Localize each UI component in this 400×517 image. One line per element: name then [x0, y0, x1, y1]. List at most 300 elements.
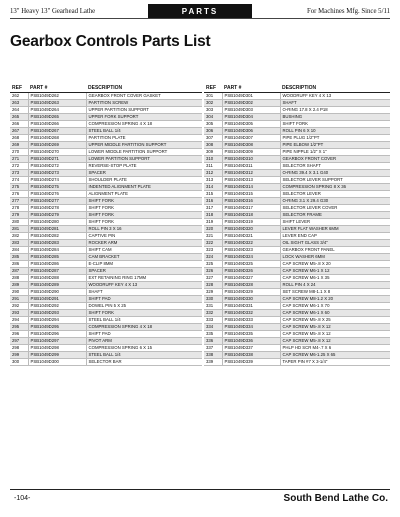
description-cell: SELECTOR LEVER SUPPORT — [280, 177, 390, 184]
description-cell: E-CLIP 8MM — [86, 261, 202, 268]
description-cell: ROLL PIN 4 X 24 — [280, 282, 390, 289]
table-row — [204, 170, 390, 177]
description-cell: ROLL PIN 3 X 16 — [86, 226, 202, 233]
parts-table-right — [204, 84, 390, 366]
part-number-cell: PSB1049D275 — [28, 184, 86, 191]
description-cell: SELECTOR SHAFT — [280, 163, 390, 170]
description-cell: LOWER PARTITION SUPPORT — [86, 156, 202, 163]
description-cell: CAP SCREW M6-1 X 12 — [280, 268, 390, 275]
table-row — [204, 310, 390, 317]
ref-cell: 279 — [10, 212, 28, 219]
part-number-cell: PSB1049D300 — [28, 359, 86, 366]
description-cell: SPACER — [86, 170, 202, 177]
part-number-cell: PSB1049D305 — [222, 121, 280, 128]
ref-cell: 329 — [204, 289, 222, 296]
table-row — [10, 310, 202, 317]
part-number-cell: PSB1049D280 — [28, 219, 86, 226]
part-number-cell: PSB1049D281 — [28, 226, 86, 233]
part-number-cell: PSB1049D321 — [222, 233, 280, 240]
ref-cell: 322 — [204, 240, 222, 247]
ref-cell: 266 — [10, 121, 28, 128]
part-number-cell: PSB1049D267 — [28, 128, 86, 135]
part-number-cell: PSB1049D295 — [28, 324, 86, 331]
ref-cell: 285 — [10, 254, 28, 261]
table-row — [204, 100, 390, 107]
part-number-cell: PSB1049D290 — [28, 289, 86, 296]
description-cell: CAP SCREW M5-.8 X 12 — [280, 324, 390, 331]
table-row — [10, 261, 202, 268]
table-row — [204, 156, 390, 163]
description-cell: O-RING 17.8 X 2.4 P18 — [280, 107, 390, 114]
part-number-cell: PSB1049D273 — [28, 170, 86, 177]
part-number-cell: PSB1049D289 — [28, 282, 86, 289]
description-cell: WOODRUFF KEY 4 X 13 — [86, 282, 202, 289]
footer-divider — [10, 489, 390, 490]
part-number-cell: PSB1049D269 — [28, 142, 86, 149]
description-cell: COMPRESSION SPRING 6 X 15 — [86, 345, 202, 352]
description-cell: SHIFT FORK — [86, 219, 202, 226]
ref-cell: 294 — [10, 317, 28, 324]
table-row — [10, 93, 202, 100]
applicability-note: For Machines Mfg. Since 5/11 — [307, 7, 390, 15]
column-header-description: DESCRIPTION — [280, 84, 390, 93]
table-row — [204, 219, 390, 226]
table-row — [204, 247, 390, 254]
ref-cell: 330 — [204, 296, 222, 303]
ref-cell: 324 — [204, 254, 222, 261]
table-row — [10, 100, 202, 107]
description-cell: ROLL PIN 6 X 10 — [280, 128, 390, 135]
ref-cell: 275 — [10, 184, 28, 191]
table-row — [10, 114, 202, 121]
ref-cell: 326 — [204, 268, 222, 275]
table-row — [10, 135, 202, 142]
table-row — [204, 205, 390, 212]
description-cell: CAP SCREW M5-.8 X 12 — [280, 338, 390, 345]
table-row — [10, 268, 202, 275]
part-number-cell: PSB1049D318 — [222, 212, 280, 219]
machine-title: 13" Heavy 13" Gearhead Lathe — [10, 7, 96, 15]
table-row — [204, 338, 390, 345]
table-row — [10, 289, 202, 296]
part-number-cell: PSB1049D304 — [222, 114, 280, 121]
ref-cell: 304 — [204, 114, 222, 121]
ref-cell: 314 — [204, 184, 222, 191]
table-row — [204, 177, 390, 184]
description-cell: CAP SCREW M6-1.25 X 65 — [280, 352, 390, 359]
part-number-cell: PSB1049D301 — [222, 93, 280, 100]
description-cell: CAP SCREW M8-1.2 X 20 — [280, 296, 390, 303]
description-cell: PIPE NIPPLE 1/2" X 1" — [280, 149, 390, 156]
ref-cell: 335 — [204, 331, 222, 338]
ref-cell: 328 — [204, 282, 222, 289]
table-row — [204, 296, 390, 303]
table-row — [10, 317, 202, 324]
description-cell: CAP SCREW M5-.8 X 25 — [280, 317, 390, 324]
table-header-row — [204, 84, 390, 93]
table-row — [10, 233, 202, 240]
part-number-cell: PSB1049D325 — [222, 261, 280, 268]
description-cell: COMPRESSION SPRING 4 X 18 — [86, 121, 202, 128]
ref-cell: 284 — [10, 247, 28, 254]
description-cell: DOWEL PIN 5 X 25 — [86, 303, 202, 310]
description-cell: CAM BRACKET — [86, 254, 202, 261]
part-number-cell: PSB1049D262 — [28, 93, 86, 100]
ref-cell: 337 — [204, 345, 222, 352]
table-row — [10, 282, 202, 289]
ref-cell: 338 — [204, 352, 222, 359]
brand-name: South Bend Lathe Co. — [283, 493, 388, 504]
description-cell: COMPRESSION SPRING 4 X 18 — [86, 324, 202, 331]
ref-cell: 334 — [204, 324, 222, 331]
table-row — [204, 128, 390, 135]
part-number-cell: PSB1049D320 — [222, 226, 280, 233]
table-row — [10, 345, 202, 352]
description-cell: STEEL BALL 1/4 — [86, 317, 202, 324]
description-cell: PIVOT ARM — [86, 338, 202, 345]
description-cell: O-RING 3.1 X 29.4 G30 — [280, 198, 390, 205]
description-cell: O-RING 39.4 X 3.1 G40 — [280, 170, 390, 177]
table-row — [10, 254, 202, 261]
ref-cell: 305 — [204, 121, 222, 128]
description-cell: SHIFT PAD — [86, 331, 202, 338]
ref-cell: 280 — [10, 219, 28, 226]
part-number-cell: PSB1049D333 — [222, 317, 280, 324]
part-number-cell: PSB1049D271 — [28, 156, 86, 163]
description-cell: GEARBOX FRONT COVER GASKET — [86, 93, 202, 100]
part-number-cell: PSB1049D282 — [28, 233, 86, 240]
part-number-cell: PSB1049D278 — [28, 205, 86, 212]
table-header-row — [10, 84, 202, 93]
part-number-cell: PSB1049D315 — [222, 191, 280, 198]
ref-cell: 283 — [10, 240, 28, 247]
description-cell: LOWER MIDDLE PARTITION SUPPORT — [86, 149, 202, 156]
description-cell: CAP SCREW M5-.8 X 12 — [280, 331, 390, 338]
part-number-cell: PSB1049D263 — [28, 100, 86, 107]
description-cell: STEEL BALL 1/4 — [86, 352, 202, 359]
description-cell: CAP SCREW M5-.8 X 20 — [280, 261, 390, 268]
table-row — [204, 317, 390, 324]
column-header-part-number: PART # — [28, 84, 86, 93]
ref-cell: 307 — [204, 135, 222, 142]
ref-cell: 287 — [10, 268, 28, 275]
description-cell: SHIFT LEVER — [280, 219, 390, 226]
part-number-cell: PSB1049D298 — [28, 345, 86, 352]
description-cell: SET SCREW M8-1.1 X 8 — [280, 289, 390, 296]
description-cell: SHIFT FORK — [86, 205, 202, 212]
part-number-cell: PSB1049D288 — [28, 275, 86, 282]
table-row — [10, 128, 202, 135]
ref-cell: 302 — [204, 100, 222, 107]
table-row — [10, 338, 202, 345]
part-number-cell: PSB1049D287 — [28, 268, 86, 275]
part-number-cell: PSB1049D266 — [28, 121, 86, 128]
description-cell: SHIFT FORK — [86, 198, 202, 205]
description-cell: INDENTED ALIGNMENT PLATE — [86, 184, 202, 191]
ref-cell: 293 — [10, 310, 28, 317]
table-row — [204, 184, 390, 191]
ref-cell: 290 — [10, 289, 28, 296]
ref-cell: 313 — [204, 177, 222, 184]
ref-cell: 318 — [204, 212, 222, 219]
ref-cell: 316 — [204, 198, 222, 205]
column-header-ref: REF — [204, 84, 222, 93]
ref-cell: 262 — [10, 93, 28, 100]
part-number-cell: PSB1049D332 — [222, 310, 280, 317]
ref-cell: 301 — [204, 93, 222, 100]
part-number-cell: PSB1049D339 — [222, 359, 280, 366]
table-row — [204, 142, 390, 149]
part-number-cell: PSB1049D294 — [28, 317, 86, 324]
ref-cell: 320 — [204, 226, 222, 233]
part-number-cell: PSB1049D270 — [28, 149, 86, 156]
part-number-cell: PSB1049D292 — [28, 303, 86, 310]
description-cell: SHAFT — [280, 100, 390, 107]
ref-cell: 286 — [10, 261, 28, 268]
table-row — [204, 149, 390, 156]
table-row — [10, 191, 202, 198]
description-cell: SHIFT FORK — [86, 310, 202, 317]
ref-cell: 269 — [10, 142, 28, 149]
table-row — [204, 345, 390, 352]
description-cell: LEVER FLAT WASHER 6MM — [280, 226, 390, 233]
ref-cell: 273 — [10, 170, 28, 177]
description-cell: CAP SCREW M6-1 X 35 — [280, 275, 390, 282]
description-cell: PIPE ELBOW 1/2"PT — [280, 142, 390, 149]
table-row — [10, 296, 202, 303]
page-number: -104- — [14, 495, 31, 502]
part-number-cell: PSB1049D335 — [222, 331, 280, 338]
table-row — [204, 359, 390, 366]
ref-cell: 303 — [204, 107, 222, 114]
part-number-cell: PSB1049D334 — [222, 324, 280, 331]
description-cell: CAPTIVE PIN — [86, 233, 202, 240]
page-header — [10, 4, 390, 19]
ref-cell: 271 — [10, 156, 28, 163]
table-row — [204, 107, 390, 114]
table-row — [10, 240, 202, 247]
table-row — [10, 149, 202, 156]
ref-cell: 289 — [10, 282, 28, 289]
table-row — [10, 121, 202, 128]
section-label: PARTS — [148, 4, 252, 18]
table-row — [204, 261, 390, 268]
description-cell: SHIFT PAD — [86, 296, 202, 303]
ref-cell: 331 — [204, 303, 222, 310]
table-row — [204, 282, 390, 289]
part-number-cell: PSB1049D313 — [222, 177, 280, 184]
part-number-cell: PSB1049D276 — [28, 191, 86, 198]
description-cell: COMPRESSION SPRING 8 X 36 — [280, 184, 390, 191]
description-cell: UPPER MIDDLE PARTITION SUPPORT — [86, 142, 202, 149]
table-row — [204, 191, 390, 198]
part-number-cell: PSB1049D285 — [28, 254, 86, 261]
part-number-cell: PSB1049D324 — [222, 254, 280, 261]
part-number-cell: PSB1049D265 — [28, 114, 86, 121]
description-cell: GEARBOX FRONT COVER — [280, 156, 390, 163]
part-number-cell: PSB1049D322 — [222, 240, 280, 247]
ref-cell: 291 — [10, 296, 28, 303]
table-row — [204, 226, 390, 233]
ref-cell: 315 — [204, 191, 222, 198]
ref-cell: 332 — [204, 310, 222, 317]
parts-table-left — [10, 84, 202, 366]
description-cell: OIL SIGHT GLASS 3/4" — [280, 240, 390, 247]
part-number-cell: PSB1049D283 — [28, 240, 86, 247]
description-cell: UPPER FORK SUPPORT — [86, 114, 202, 121]
description-cell: SHOULDER PLATE — [86, 177, 202, 184]
description-cell: EXT RETAINING RING 17MM — [86, 275, 202, 282]
description-cell: PARTITION PLATE — [86, 135, 202, 142]
table-row — [10, 205, 202, 212]
ref-cell: 306 — [204, 128, 222, 135]
table-row — [204, 254, 390, 261]
ref-cell: 309 — [204, 149, 222, 156]
column-header-ref: REF — [10, 84, 28, 93]
table-row — [10, 107, 202, 114]
table-row — [204, 331, 390, 338]
table-row — [10, 226, 202, 233]
ref-cell: 323 — [204, 247, 222, 254]
description-cell: CAP SCREW M6-1 X 70 — [280, 303, 390, 310]
ref-cell: 288 — [10, 275, 28, 282]
table-row — [204, 303, 390, 310]
ref-cell: 292 — [10, 303, 28, 310]
table-row — [10, 142, 202, 149]
table-row — [10, 177, 202, 184]
table-row — [10, 163, 202, 170]
description-cell: SELECTOR BAR — [86, 359, 202, 366]
description-cell: SHIFT CAM — [86, 247, 202, 254]
description-cell: ROCKER ARM — [86, 240, 202, 247]
page-title: Gearbox Controls Parts List — [10, 33, 211, 50]
part-number-cell: PSB1049D308 — [222, 142, 280, 149]
ref-cell: 325 — [204, 261, 222, 268]
description-cell: CAP SCREW M6-1 X 60 — [280, 310, 390, 317]
part-number-cell: PSB1049D336 — [222, 338, 280, 345]
ref-cell: 298 — [10, 345, 28, 352]
description-cell: SPACER — [86, 268, 202, 275]
part-number-cell: PSB1049D293 — [28, 310, 86, 317]
description-cell: LOCK WASHER 6MM — [280, 254, 390, 261]
description-cell: SELECTOR LEVER COVER — [280, 205, 390, 212]
part-number-cell: PSB1049D268 — [28, 135, 86, 142]
part-number-cell: PSB1049D338 — [222, 352, 280, 359]
description-cell: PHLP HD SCR M4-.7 X 6 — [280, 345, 390, 352]
ref-cell: 263 — [10, 100, 28, 107]
part-number-cell: PSB1049D279 — [28, 212, 86, 219]
part-number-cell: PSB1049D330 — [222, 296, 280, 303]
part-number-cell: PSB1049D314 — [222, 184, 280, 191]
ref-cell: 310 — [204, 156, 222, 163]
part-number-cell: PSB1049D327 — [222, 275, 280, 282]
ref-cell: 297 — [10, 338, 28, 345]
description-cell: UPPER PARTITION SUPPORT — [86, 107, 202, 114]
description-cell: SHIFT FORK — [280, 121, 390, 128]
table-row — [10, 303, 202, 310]
description-cell: SELECTOR FRAME — [280, 212, 390, 219]
table-row — [10, 156, 202, 163]
ref-cell: 295 — [10, 324, 28, 331]
description-cell: WOODRUFF KEY 4 X 13 — [280, 93, 390, 100]
part-number-cell: PSB1049D311 — [222, 163, 280, 170]
part-number-cell: PSB1049D312 — [222, 170, 280, 177]
part-number-cell: PSB1049D291 — [28, 296, 86, 303]
table-row — [204, 135, 390, 142]
description-cell: SHAFT — [86, 289, 202, 296]
table-row — [10, 324, 202, 331]
table-row — [204, 268, 390, 275]
ref-cell: 312 — [204, 170, 222, 177]
ref-cell: 300 — [10, 359, 28, 366]
part-number-cell: PSB1049D326 — [222, 268, 280, 275]
table-row — [204, 163, 390, 170]
table-row — [10, 219, 202, 226]
part-number-cell: PSB1049D306 — [222, 128, 280, 135]
part-number-cell: PSB1049D296 — [28, 331, 86, 338]
ref-cell: 299 — [10, 352, 28, 359]
table-row — [10, 352, 202, 359]
part-number-cell: PSB1049D316 — [222, 198, 280, 205]
description-cell: SELECTOR LEVER — [280, 191, 390, 198]
part-number-cell: PSB1049D309 — [222, 149, 280, 156]
ref-cell: 333 — [204, 317, 222, 324]
table-row — [10, 184, 202, 191]
table-row — [204, 233, 390, 240]
table-row — [10, 359, 202, 366]
ref-cell: 321 — [204, 233, 222, 240]
description-cell: REVERSE-STOP PLATE — [86, 163, 202, 170]
table-row — [10, 198, 202, 205]
part-number-cell: PSB1049D317 — [222, 205, 280, 212]
part-number-cell: PSB1049D323 — [222, 247, 280, 254]
ref-cell: 319 — [204, 219, 222, 226]
table-row — [204, 93, 390, 100]
description-cell: PARTITION SCREW — [86, 100, 202, 107]
description-cell: TAPER PIN #7 X 3-1/4" — [280, 359, 390, 366]
part-number-cell: PSB1049D286 — [28, 261, 86, 268]
part-number-cell: PSB1049D284 — [28, 247, 86, 254]
ref-cell: 277 — [10, 198, 28, 205]
ref-cell: 265 — [10, 114, 28, 121]
part-number-cell: PSB1049D272 — [28, 163, 86, 170]
description-cell: ALIGNMENT PLATE — [86, 191, 202, 198]
parts-table-left-body — [10, 93, 202, 366]
part-number-cell: PSB1049D299 — [28, 352, 86, 359]
table-row — [204, 240, 390, 247]
column-header-part-number: PART # — [222, 84, 280, 93]
part-number-cell: PSB1049D337 — [222, 345, 280, 352]
description-cell: PIPE PLUG 1/2"PT — [280, 135, 390, 142]
description-cell: LEVER END CAP — [280, 233, 390, 240]
part-number-cell: PSB1049D302 — [222, 100, 280, 107]
table-row — [204, 324, 390, 331]
table-row — [204, 121, 390, 128]
ref-cell: 296 — [10, 331, 28, 338]
ref-cell: 278 — [10, 205, 28, 212]
ref-cell: 281 — [10, 226, 28, 233]
ref-cell: 264 — [10, 107, 28, 114]
part-number-cell: PSB1049D274 — [28, 177, 86, 184]
table-row — [204, 114, 390, 121]
ref-cell: 327 — [204, 275, 222, 282]
part-number-cell: PSB1049D329 — [222, 289, 280, 296]
description-cell: BUSHING — [280, 114, 390, 121]
ref-cell: 311 — [204, 163, 222, 170]
table-row — [204, 289, 390, 296]
table-row — [204, 352, 390, 359]
ref-cell: 282 — [10, 233, 28, 240]
